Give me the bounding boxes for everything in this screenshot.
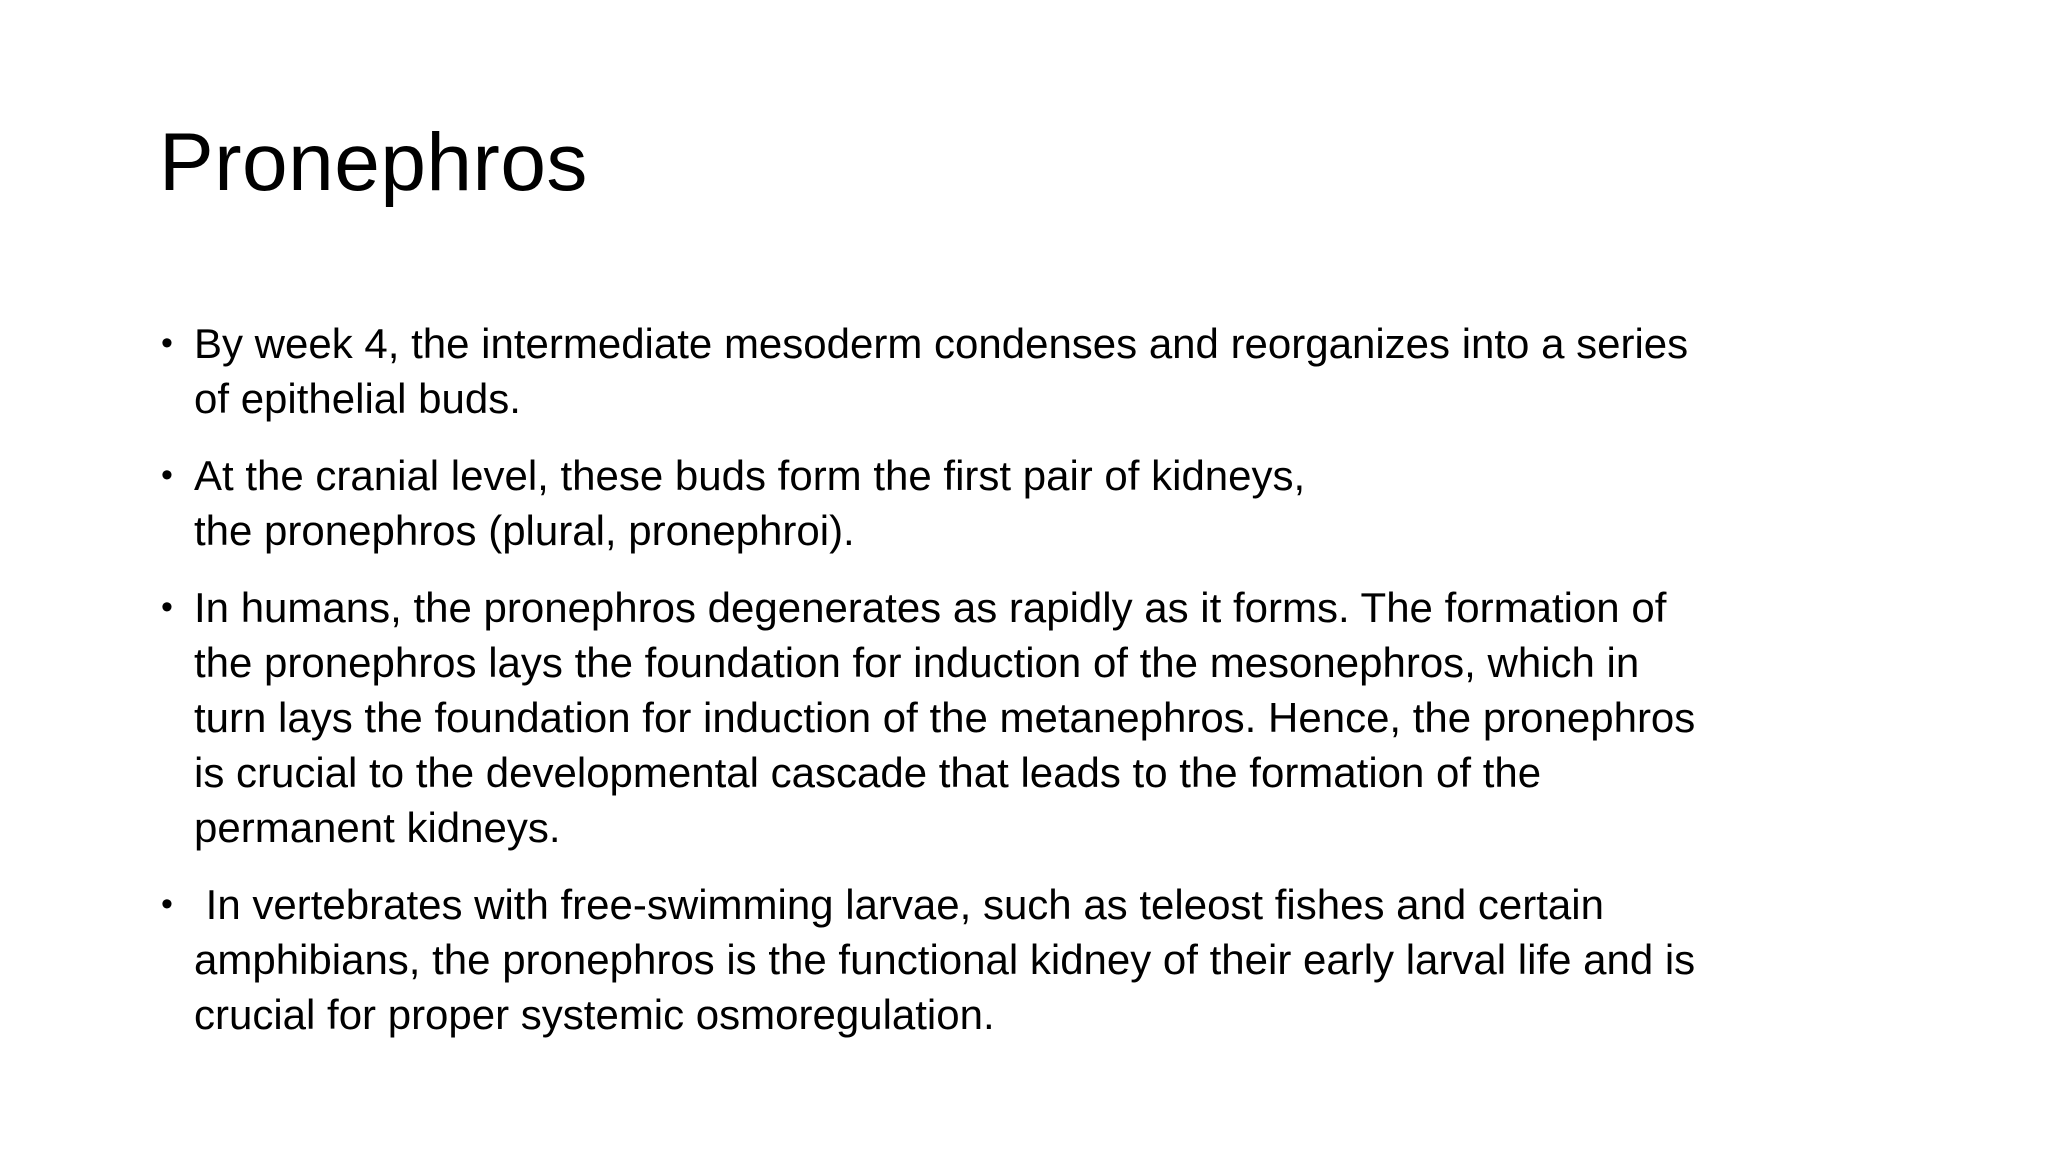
bullet-marker: • — [161, 885, 173, 923]
bullet-list — [159, 316, 1919, 1064]
bullet-line: crucial for proper systemic osmoregulation. — [194, 991, 995, 1038]
bullet-text — [194, 320, 1688, 422]
bullet-line: of epithelial buds. — [194, 375, 521, 422]
bullet-item — [159, 316, 1919, 426]
bullet-line: In vertebrates with free-swimming larvae, such as teleost fishes and certain — [194, 881, 1604, 928]
bullet-item — [159, 580, 1919, 855]
bullet-item — [159, 877, 1919, 1042]
bullet-line: the pronephros lays the foundation for induction of the mesonephros, which in — [194, 639, 1640, 686]
bullet-line: is crucial to the developmental cascade that leads to the formation of the — [194, 749, 1542, 796]
bullet-marker: • — [161, 324, 173, 362]
bullet-text — [194, 452, 1305, 554]
bullet-line: the pronephros (plural, pronephroi). — [194, 507, 855, 554]
bullet-item — [159, 448, 1919, 558]
bullet-marker: • — [161, 456, 173, 494]
bullet-line: At the cranial level, these buds form the first pair of kidneys, — [194, 452, 1306, 499]
bullet-line: permanent kidneys. — [194, 804, 561, 851]
slide-title: Pronephros — [159, 117, 588, 208]
bullet-line: turn lays the foundation for induction of the metanephros. Hence, the pronephros — [194, 694, 1696, 741]
bullet-text — [194, 584, 1695, 851]
bullet-line: In humans, the pronephros degenerates as rapidly as it forms. The formation of — [194, 584, 1667, 631]
bullet-line: By week 4, the intermediate mesoderm condenses and reorganizes into a series — [194, 320, 1689, 367]
bullet-line: amphibians, the pronephros is the functional kidney of their early larval life and is — [194, 936, 1696, 983]
bullet-text — [194, 881, 1695, 1038]
bullet-marker: • — [161, 588, 173, 626]
